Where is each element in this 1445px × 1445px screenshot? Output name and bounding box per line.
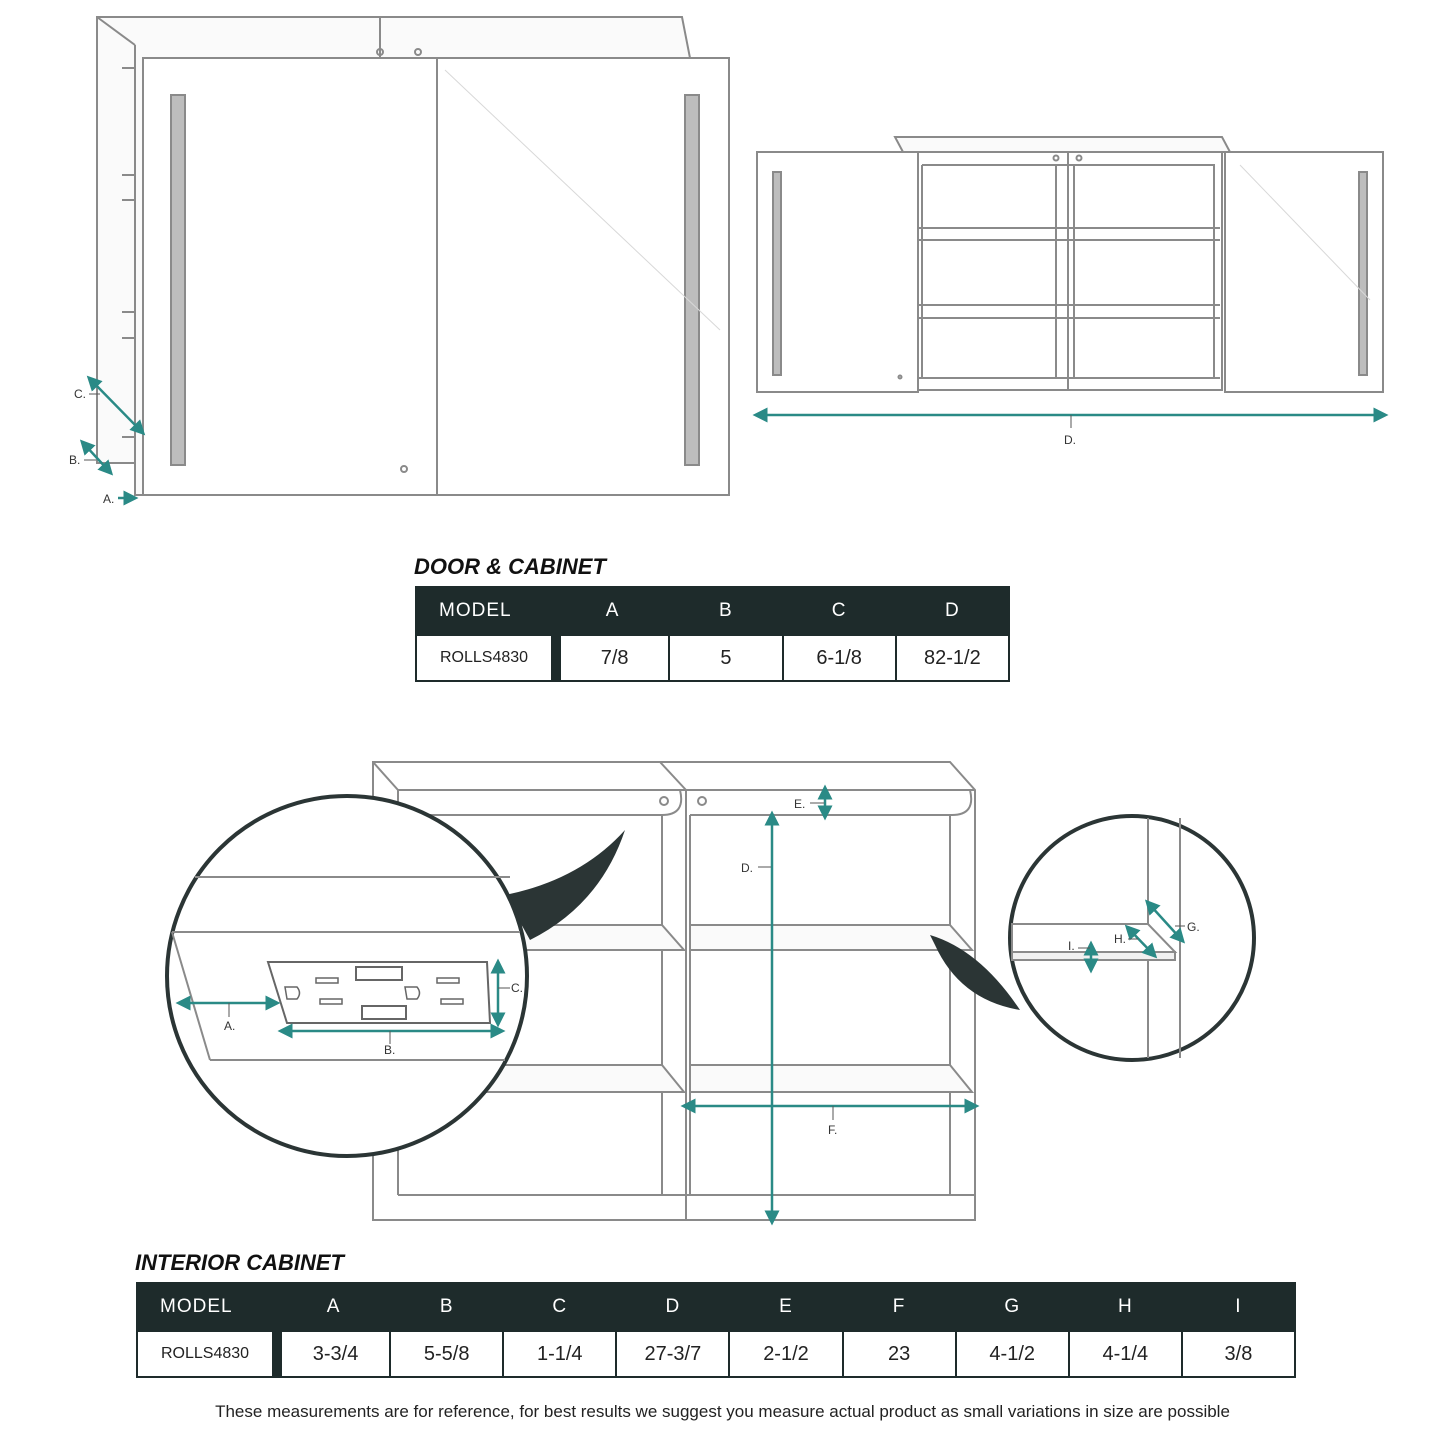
cell-b: 5-5/8 [390,1331,503,1377]
table-row [137,1331,1295,1377]
interior-label-e: E. [794,797,806,811]
header-model: MODEL [416,587,556,635]
header-a: A [556,587,669,635]
header-b: B [669,587,782,635]
header-d: D [896,587,1009,635]
interior-label-c: C. [511,981,523,995]
open-label-d: D. [1064,433,1076,447]
interior-cabinet-title: INTERIOR CABINET [135,1250,344,1275]
header-b: B [390,1283,503,1331]
cell-d: 27-3/7 [616,1331,729,1377]
cell-f: 23 [843,1331,956,1377]
table-header-row [416,587,1009,635]
interior-label-b: B. [384,1043,396,1057]
interior-label-d: D. [741,861,753,875]
cell-model: ROLLS4830 [137,1331,277,1377]
header-f: F [843,1283,956,1331]
cell-h: 4-1/4 [1069,1331,1182,1377]
closed-label-c: C. [74,387,86,401]
interior-label-i: I. [1068,939,1075,953]
open-cabinet-view [757,137,1383,392]
header-c: C [783,587,896,635]
interior-label-h: H. [1114,932,1126,946]
interior-label-f: F. [828,1123,838,1137]
shelf-detail-circle [1010,816,1254,1060]
door-cabinet-table [415,586,1010,682]
interior-cabinet-table [136,1282,1296,1378]
open-cabinet-dimensions [760,415,1381,447]
closed-cabinet-view [97,17,729,495]
cell-g: 4-1/2 [956,1331,1069,1377]
header-i: I [1182,1283,1295,1331]
cell-i: 3/8 [1182,1331,1295,1377]
header-c: C [503,1283,616,1331]
table-header-row [137,1283,1295,1331]
closed-label-a: A. [103,492,115,506]
cell-e: 2-1/2 [729,1331,842,1377]
cell-d: 82-1/2 [896,635,1009,681]
interior-label-g: G. [1187,920,1200,934]
cell-a: 3-3/4 [277,1331,390,1377]
header-model: MODEL [137,1283,277,1331]
header-a: A [277,1283,390,1331]
footnote: These measurements are for reference, for best results we suggest you measure actual product as small variations in size are possible [215,1402,1230,1421]
outlet-detail-circle [167,796,527,1156]
cell-c: 6-1/8 [783,635,896,681]
door-cabinet-title: DOOR & CABINET [414,554,606,579]
header-h: H [1069,1283,1182,1331]
header-g: G [956,1283,1069,1331]
table-row [416,635,1009,681]
cell-b: 5 [669,635,782,681]
header-e: E [729,1283,842,1331]
closed-label-b: B. [69,453,81,467]
cell-c: 1-1/4 [503,1331,616,1377]
header-d: D [616,1283,729,1331]
cell-model: ROLLS4830 [416,635,556,681]
interior-label-a: A. [224,1019,236,1033]
cell-a: 7/8 [556,635,669,681]
